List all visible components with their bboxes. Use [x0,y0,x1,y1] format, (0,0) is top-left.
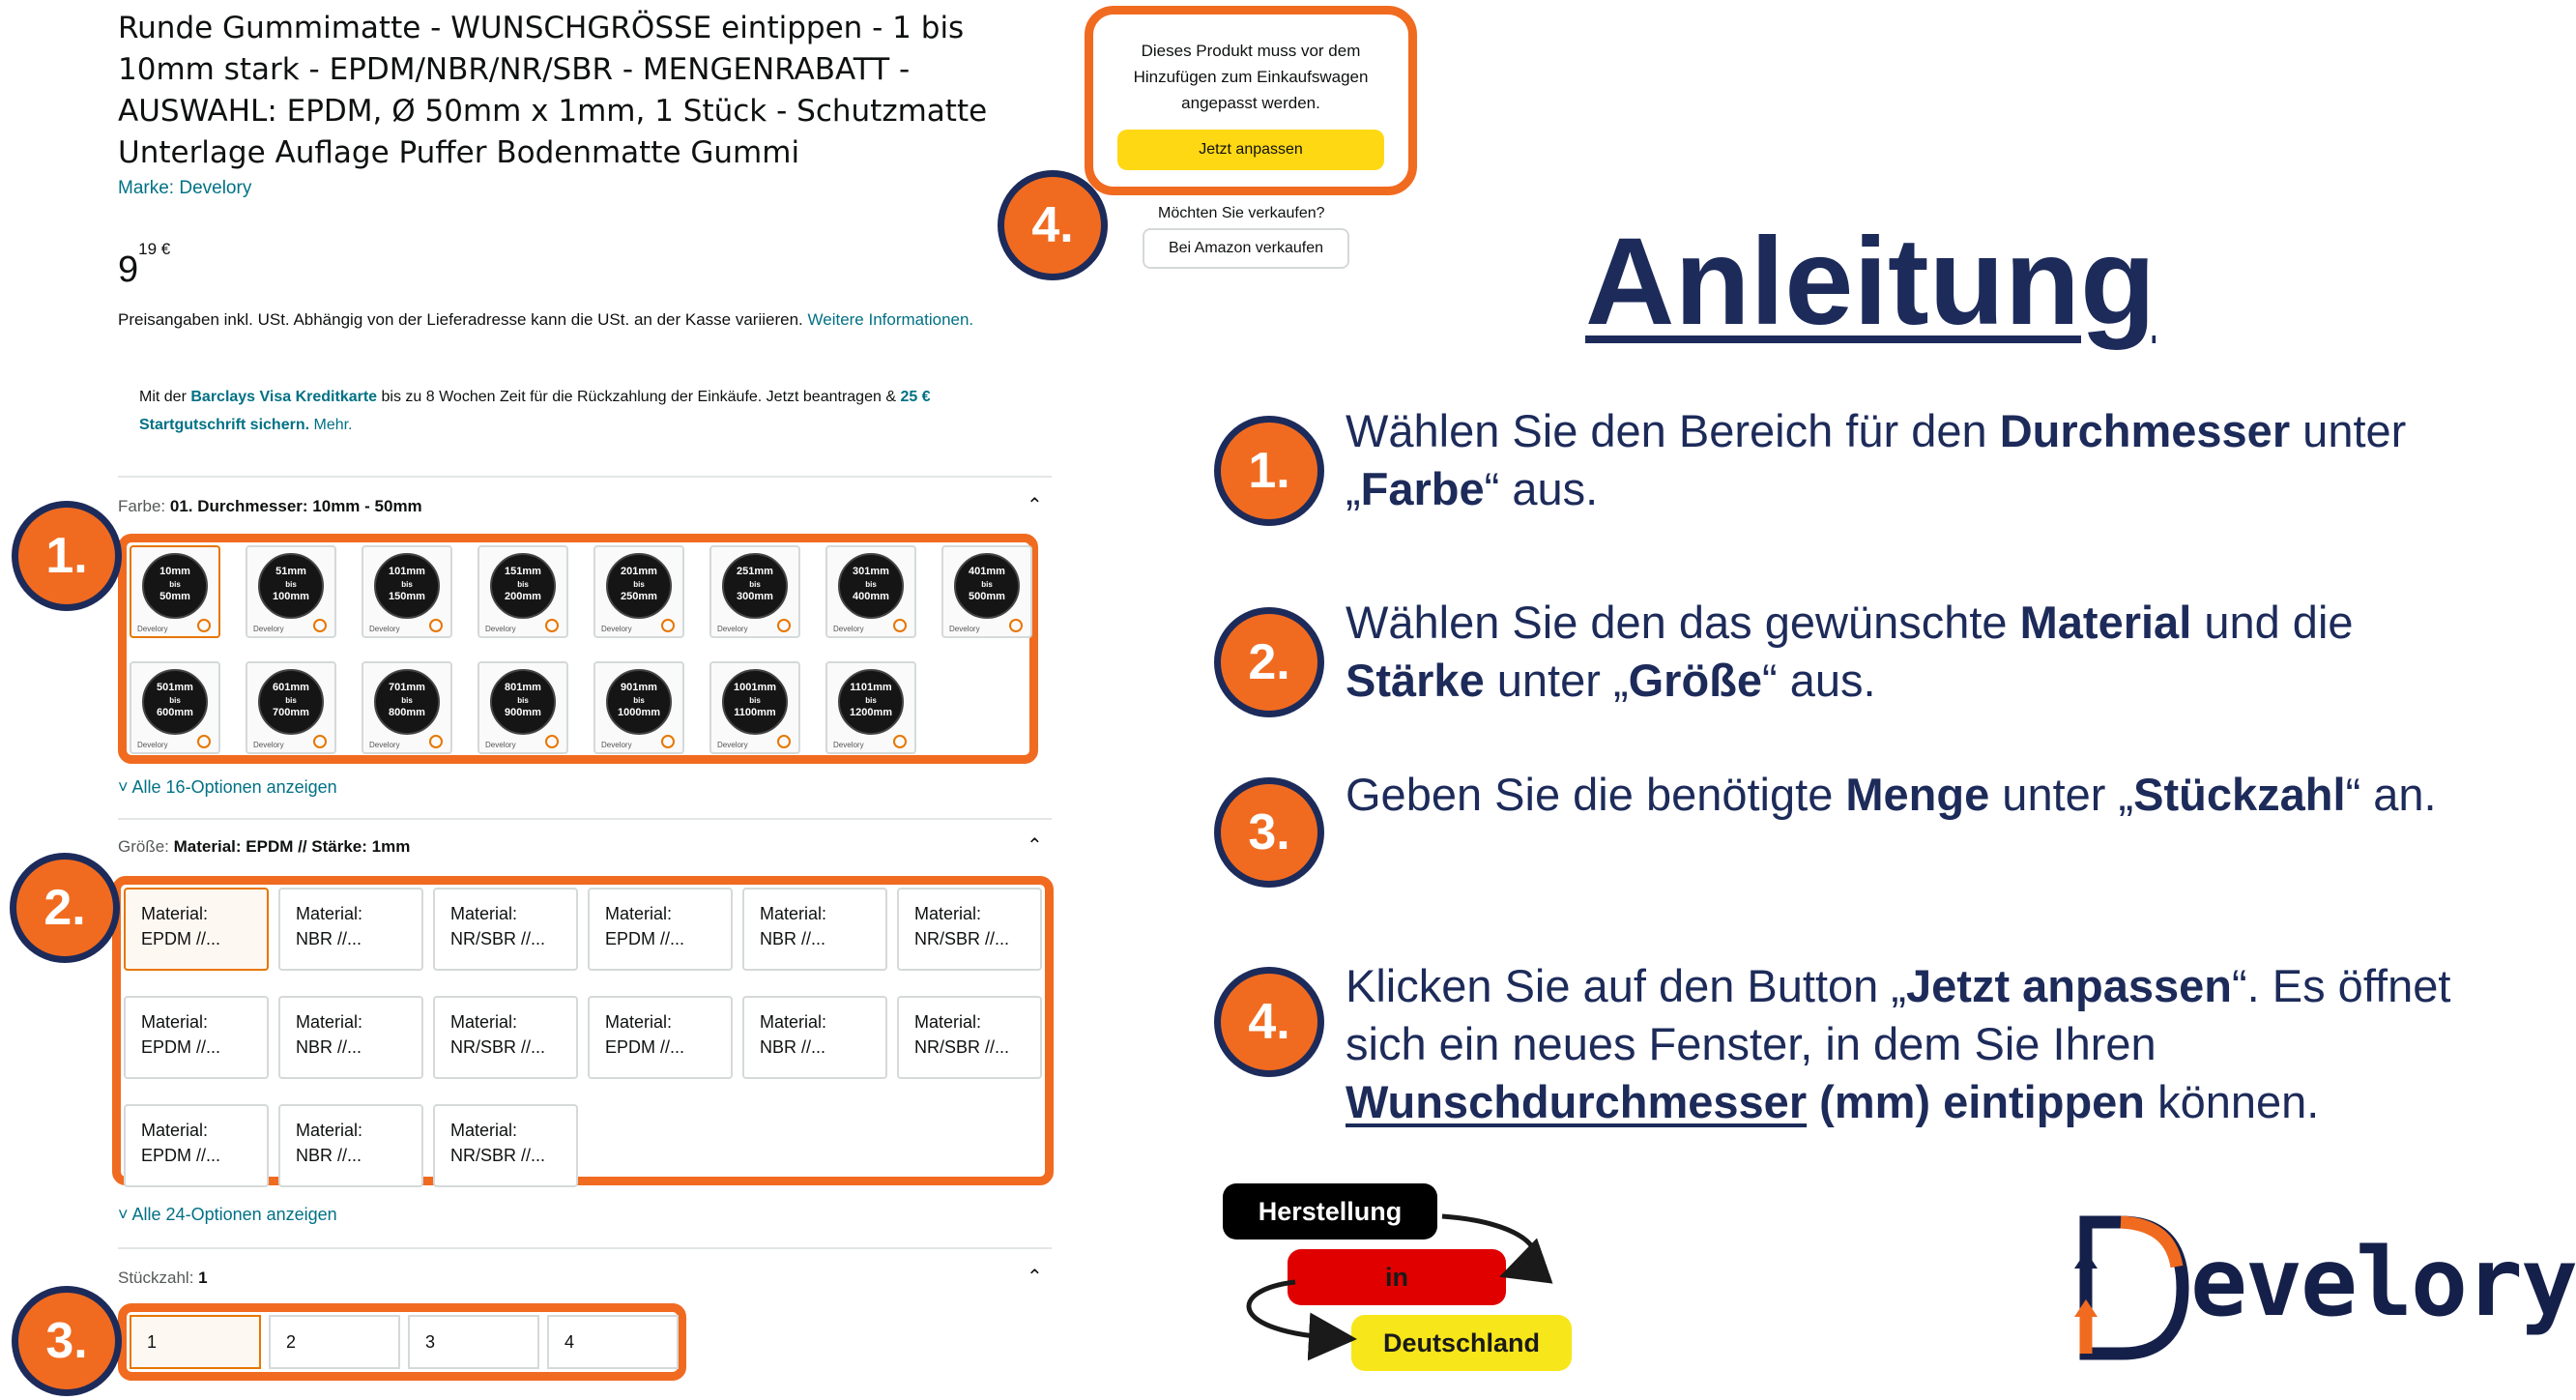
swatch-badge-icon [661,619,675,632]
swatch-logo: Develory [833,741,864,749]
groesse-option[interactable]: Material: EPDM //... [124,1104,269,1187]
more-info-link[interactable]: Weitere Informationen. [807,310,974,329]
farbe-show-all-link[interactable]: ˅ Alle 16-Optionen anzeigen [118,777,337,797]
curved-arrows-icon [1237,1189,1566,1383]
sell-question: Möchten Sie verkaufen? [1158,205,1325,221]
instruction-step-3: Geben Sie die benötigte Menge unter „Stückzahl“ an. [1346,769,2437,820]
customize-now-button[interactable]: Jetzt anpassen [1117,130,1384,170]
instruction-badge-1: 1. [1214,416,1324,526]
qty-option-2[interactable]: 2 [269,1315,400,1369]
made-in-line-3: Deutschland [1351,1315,1572,1371]
chevron-down-icon: ˅ [118,1205,129,1224]
swatch-badge-icon [429,735,443,748]
swatch-badge-icon [893,735,907,748]
rubber-disc-icon: 401mm bis 500mm [954,553,1020,619]
step-badge-1: 1. [12,501,122,611]
swatch-badge-icon [313,735,327,748]
farbe-swatch[interactable] [362,661,452,754]
step-badge-3: 3. [12,1286,122,1396]
swatch-badge-icon [545,735,559,748]
swatch-logo: Develory [369,741,400,749]
swatch-logo: Develory [485,741,516,749]
rubber-disc-icon: 801mm bis 900mm [490,669,556,735]
develory-logo-icon [2070,1209,2190,1367]
farbe-swatch[interactable] [478,661,568,754]
farbe-swatch[interactable] [478,545,568,638]
instruction-step-4: Klicken Sie auf den Button „Jetzt anpassen“. Es öffnet sich ein neues Fenster, in dem Sie Ihren Wunschdurchmesser (mm) eintippen können. [1346,960,2451,1127]
farbe-swatch[interactable] [825,545,916,638]
farbe-swatch[interactable] [130,545,220,638]
rubber-disc-icon: 1101mm bis 1200mm [838,669,904,735]
card-offer-link[interactable]: Barclays Visa Kreditkarte [190,389,378,405]
swatch-logo: Develory [485,625,516,633]
groesse-show-all-link[interactable]: ˅ Alle 24-Optionen anzeigen [118,1205,337,1224]
groesse-label: Größe: Material: EPDM // Stärke: 1mm [118,837,411,856]
groesse-option[interactable]: Material: EPDM //... [124,996,269,1079]
groesse-option[interactable]: Material: NR/SBR //... [433,1104,578,1187]
swatch-logo: Develory [253,741,284,749]
groesse-option[interactable]: Material: NBR //... [742,888,887,971]
divider [118,476,1052,478]
price-note: Preisangaben inkl. USt. Abhängig von der Lieferadresse kann die USt. an der Kasse variieren. Weitere Informationen. [118,310,974,329]
made-in-line-2: in [1288,1249,1506,1305]
chevron-up-icon[interactable]: ⌃ [1027,835,1043,857]
farbe-swatch[interactable] [593,545,684,638]
qty-option-4[interactable]: 4 [547,1315,679,1369]
price-fraction: 19 € [138,240,171,259]
groesse-option[interactable]: Material: EPDM //... [588,888,733,971]
swatch-logo: Develory [949,625,980,633]
groesse-value: Material: EPDM // Stärke: 1mm [173,837,411,856]
swatch-badge-icon [1009,619,1023,632]
card-offer: Mit der Barclays Visa Kreditkarte bis zu 8 Wochen Zeit für die Rückzahlung der Einkäufe. Jetzt beantragen & 25 € Startgutschrift sichern. Mehr. [139,389,931,433]
swatch-logo: Develory [717,625,748,633]
groesse-option[interactable]: Material: EPDM //... [588,996,733,1079]
instruction-badge-3: 3. [1214,777,1324,888]
sell-on-amazon-button[interactable]: Bei Amazon verkaufen [1143,228,1349,269]
rubber-disc-icon: 101mm bis 150mm [374,553,440,619]
rubber-disc-icon: 201mm bis 250mm [606,553,672,619]
rubber-disc-icon: 601mm bis 700mm [258,669,324,735]
groesse-option[interactable]: Material: EPDM //... [124,888,269,971]
swatch-logo: Develory [601,625,632,633]
swatch-logo: Develory [369,625,400,633]
swatch-logo: Develory [253,625,284,633]
swatch-logo: Develory [833,625,864,633]
farbe-swatch[interactable] [709,661,800,754]
instruction-step-1: Wählen Sie den Bereich für den Durchmesser unter „Farbe“ aus. [1346,405,2407,514]
customize-popup-text: Dieses Produkt muss vor dem Hinzufügen zum Einkaufswagen angepasst werden. [1133,42,1369,112]
swatch-logo: Develory [137,625,168,633]
swatch-badge-icon [777,619,791,632]
swatch-badge-icon [313,619,327,632]
swatch-logo: Develory [137,741,168,749]
farbe-swatch[interactable] [362,545,452,638]
groesse-option[interactable]: Material: NR/SBR //... [433,996,578,1079]
step-badge-2: 2. [10,853,120,963]
groesse-option[interactable]: Material: NBR //... [278,888,423,971]
swatch-badge-icon [893,619,907,632]
instruction-badge-2: 2. [1214,607,1324,717]
rubber-disc-icon: 901mm bis 1000mm [606,669,672,735]
stueckzahl-value: 1 [198,1269,208,1287]
rubber-disc-icon: 151mm bis 200mm [490,553,556,619]
swatch-badge-icon [661,735,675,748]
groesse-option[interactable]: Material: NBR //... [278,1104,423,1187]
rubber-disc-icon: 51mm bis 100mm [258,553,324,619]
card-offer-more-link[interactable]: Mehr. [313,417,353,433]
rubber-disc-icon: 501mm bis 600mm [142,669,208,735]
step-badge-4: 4. [998,170,1108,280]
farbe-swatch[interactable] [825,661,916,754]
swatch-logo: Develory [717,741,748,749]
instruction-step-2: Wählen Sie den das gewünschte Material und die Stärke unter „Größe“ aus. [1346,597,2354,706]
swatch-badge-icon [197,735,211,748]
customize-popup [1085,6,1417,195]
farbe-swatch[interactable] [246,661,336,754]
chevron-up-icon[interactable]: ⌃ [1027,1267,1043,1288]
divider [118,818,1052,820]
rubber-disc-icon: 10mm bis 50mm [142,553,208,619]
swatch-badge-icon [545,619,559,632]
farbe-swatch[interactable] [593,661,684,754]
farbe-swatch[interactable] [246,545,336,638]
swatch-badge-icon [777,735,791,748]
groesse-option[interactable]: Material: NR/SBR //... [433,888,578,971]
groesse-option[interactable]: Material: NBR //... [742,996,887,1079]
chevron-down-icon: ˅ [118,777,129,797]
qty-option-1[interactable]: 1 [130,1315,261,1369]
farbe-swatch[interactable] [709,545,800,638]
rubber-disc-icon: 251mm bis 300mm [722,553,788,619]
price [118,240,171,291]
farbe-value: 01. Durchmesser: 10mm - 50mm [169,497,422,515]
swatch-badge-icon [197,619,211,632]
instruction-badge-4: 4. [1214,967,1324,1077]
instructions-heading: Anleitung [1585,213,2156,351]
develory-logo-text: evelory [2190,1228,2576,1338]
qty-option-3[interactable]: 3 [408,1315,539,1369]
farbe-swatch[interactable] [941,545,1032,638]
groesse-option[interactable]: Material: NBR //... [278,996,423,1079]
rubber-disc-icon: 701mm bis 800mm [374,669,440,735]
rubber-disc-icon: 301mm bis 400mm [838,553,904,619]
brand-link[interactable]: Marke: Develory [118,178,252,198]
swatch-badge-icon [429,619,443,632]
price-main: 9 [118,249,139,290]
made-in-line-1: Herstellung [1223,1183,1437,1240]
groesse-option[interactable]: Material: NR/SBR //... [897,888,1042,971]
farbe-swatch[interactable] [130,661,220,754]
farbe-label: Farbe: 01. Durchmesser: 10mm - 50mm [118,497,422,515]
groesse-option[interactable]: Material: NR/SBR //... [897,996,1042,1079]
stueckzahl-label: Stückzahl: 1 [118,1269,208,1287]
divider [118,1247,1052,1249]
swatch-logo: Develory [601,741,632,749]
chevron-up-icon[interactable]: ⌃ [1027,495,1043,516]
product-title: Runde Gummimatte - WUNSCHGRÖSSE eintippen - 1 bis 10mm stark - EPDM/NBR/NR/SBR - MENGENRABATT - AUSWAHL: EPDM, Ø 50mm x 1mm, 1 Stück - Schutzmatte Unterlage Auflage Puffer Bodenmatte Gummi [118,11,988,170]
rubber-disc-icon: 1001mm bis 1100mm [722,669,788,735]
